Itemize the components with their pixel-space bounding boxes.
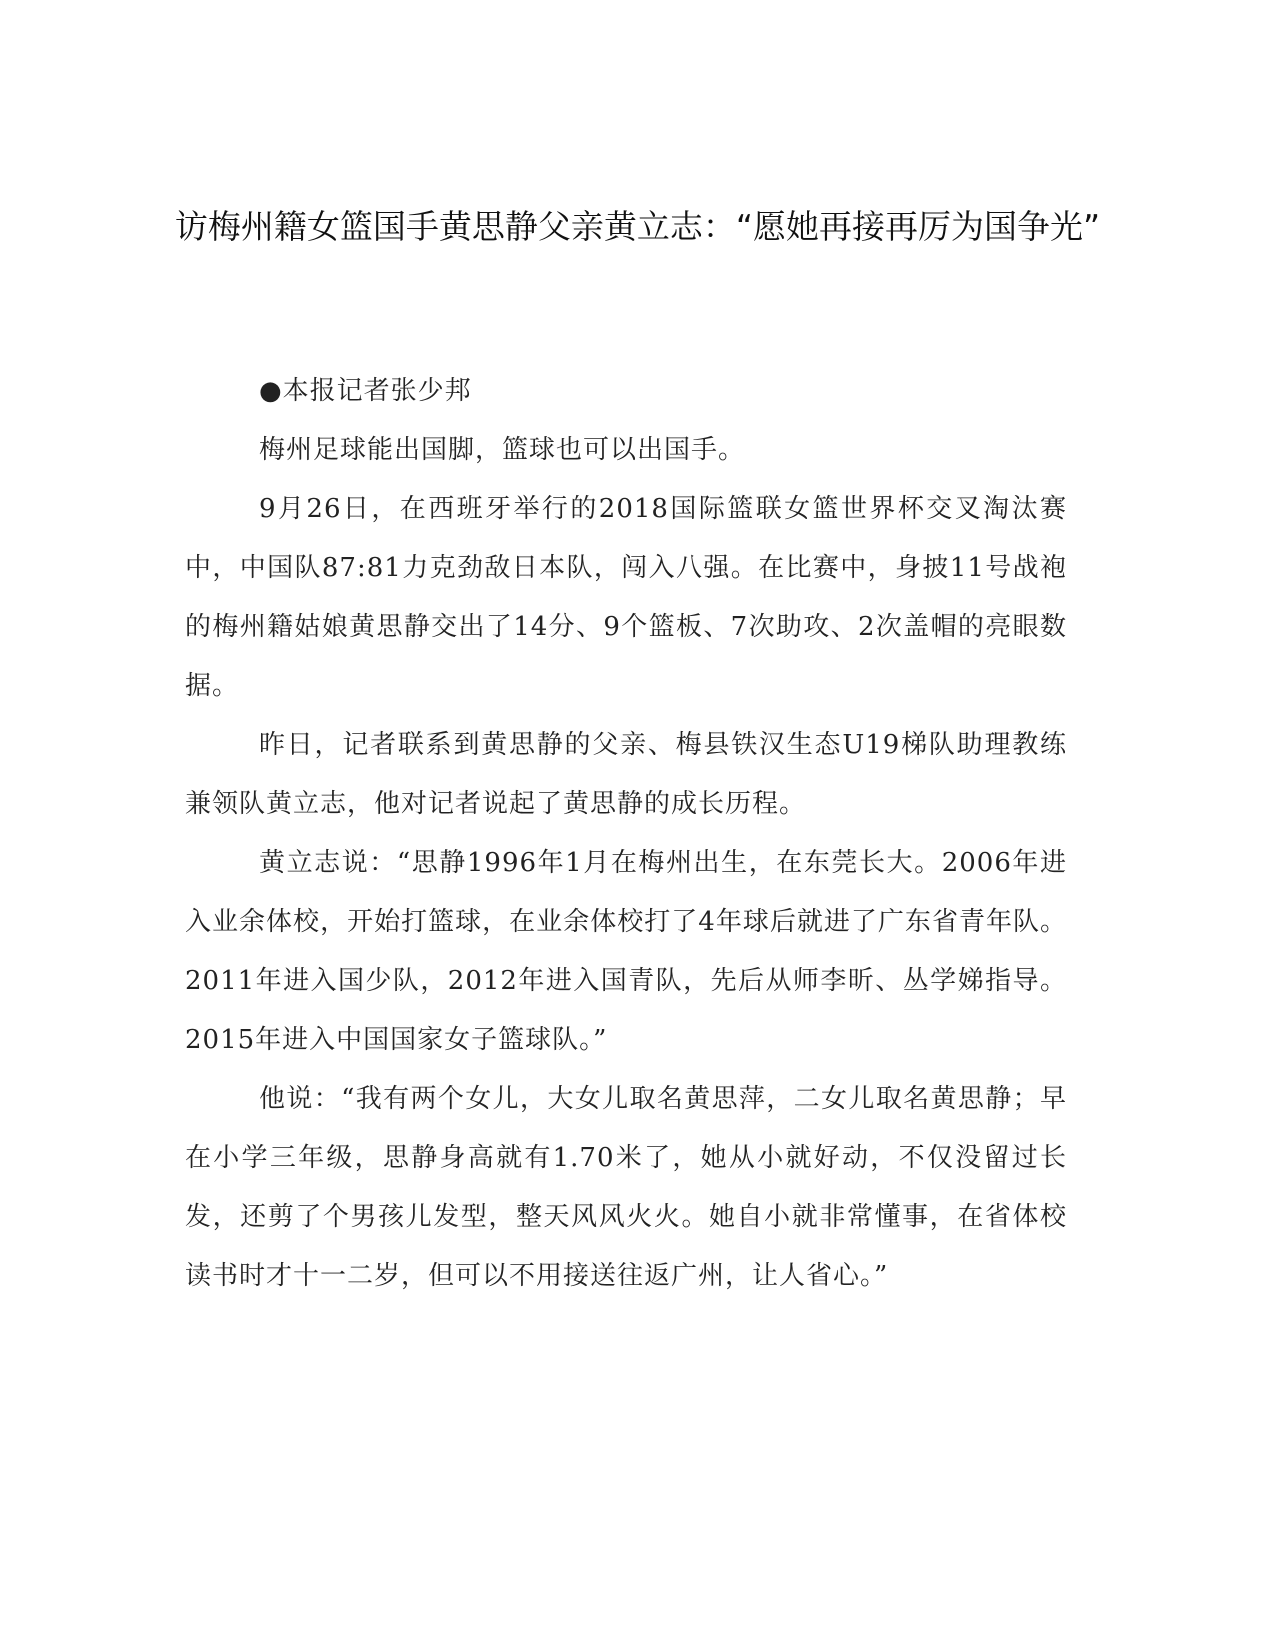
paragraph-1: 梅州足球能出国脚，篮球也可以出国手。 [259,435,746,465]
paragraph-4: 黄立志说：“思静1996年1月在梅州出生，在东莞长大。2006年进入业余体校，开始打篮球，在业余体校打了4年球后就进了广东省青年队。2011年进入国少队，2012年进入国青队，先后从师李昕、丛学娣指导。2015年进入中国国家女子篮球队。” [185,848,1067,1055]
byline: ●本报记者张少邦 [259,376,472,406]
paragraph-2: 9月26日，在西班牙举行的2018国际篮联女篮世界杯交叉淘汰赛中，中国队87:81力克劲敌日本队，闯入八强。在比赛中，身披11号战袍的梅州籍姑娘黄思静交出了14分、9个篮板、7次助攻、2次盖帽的亮眼数据。 [185,494,1067,701]
article-title: 访梅州籍女篮国手黄思静父亲黄立志：“愿她再接再厉为国争光” [174,207,1101,246]
article-body [185,362,1067,1306]
paragraph-3: 昨日，记者联系到黄思静的父亲、梅县铁汉生态U19梯队助理教练兼领队黄立志，他对记者说起了黄思静的成长历程。 [185,730,1067,819]
paragraph-5: 他说：“我有两个女儿，大女儿取名黄思萍，二女儿取名黄思静；早在小学三年级，思静身高就有1.70米了，她从小就好动，不仅没留过长发，还剪了个男孩儿发型，整天风风火火。她自小就非常懂事，在省体校读书时才十一二岁，但可以不用接送往返广州，让人省心。” [185,1084,1067,1291]
